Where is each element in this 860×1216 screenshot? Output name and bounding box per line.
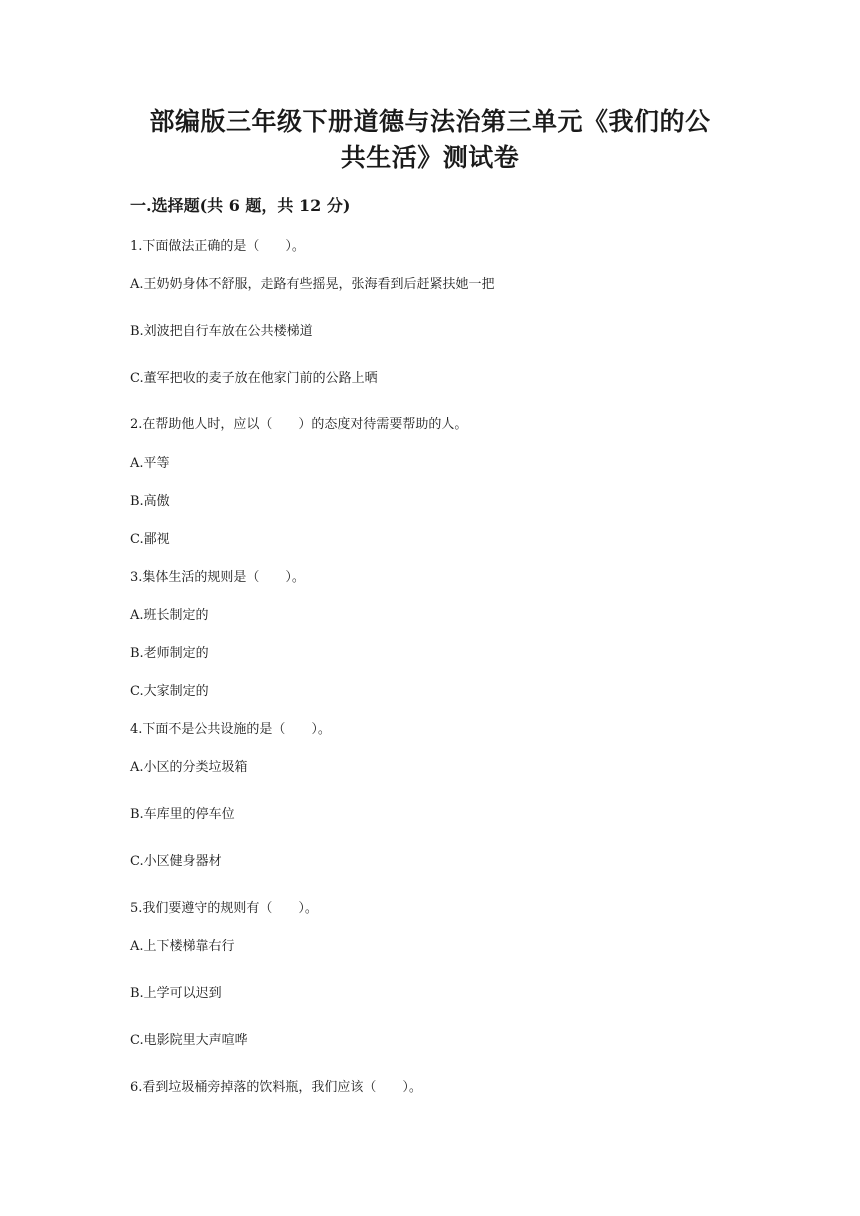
question-2-option-a: A.平等 — [130, 456, 170, 471]
question-2-option-b: B.高傲 — [130, 494, 170, 509]
section-heading: 一.选择题(共 6 题，共 12 分) — [130, 196, 351, 215]
question-5-option-c: C.电影院里大声喧哗 — [130, 1033, 248, 1048]
question-1-stem: 1.下面做法正确的是（ ）。 — [130, 239, 305, 254]
question-3-stem: 3.集体生活的规则是（ ）。 — [130, 570, 305, 585]
question-1-option-b: B.刘波把自行车放在公共楼梯道 — [130, 324, 313, 339]
document-title-line-2: 共生活》测试卷 — [340, 143, 520, 172]
question-3-option-b: B.老师制定的 — [130, 646, 209, 661]
question-2-option-c: C.鄙视 — [130, 532, 170, 547]
question-5-stem: 5.我们要遵守的规则有（ ）。 — [130, 901, 318, 916]
question-2-stem: 2.在帮助他人时，应以（ ）的态度对待需要帮助的人。 — [130, 417, 468, 432]
question-5-option-b: B.上学可以迟到 — [130, 986, 222, 1001]
question-3-option-c: C.大家制定的 — [130, 684, 209, 699]
question-4-option-c: C.小区健身器材 — [130, 854, 222, 869]
question-4-option-a: A.小区的分类垃圾箱 — [130, 760, 248, 775]
question-3-option-a: A.班长制定的 — [130, 608, 209, 623]
question-4-stem: 4.下面不是公共设施的是（ ）。 — [130, 722, 331, 737]
question-5-option-a: A.上下楼梯靠右行 — [130, 939, 235, 954]
question-1-option-c: C.董军把收的麦子放在他家门前的公路上晒 — [130, 371, 378, 386]
question-1-option-a: A.王奶奶身体不舒服，走路有些摇晃，张海看到后赶紧扶她一把 — [130, 277, 495, 292]
question-6-stem: 6.看到垃圾桶旁掉落的饮料瓶，我们应该（ ）。 — [130, 1080, 422, 1095]
document-title-line-1: 部编版三年级下册道德与法治第三单元《我们的公 — [149, 107, 711, 136]
question-4-option-b: B.车库里的停车位 — [130, 807, 235, 822]
